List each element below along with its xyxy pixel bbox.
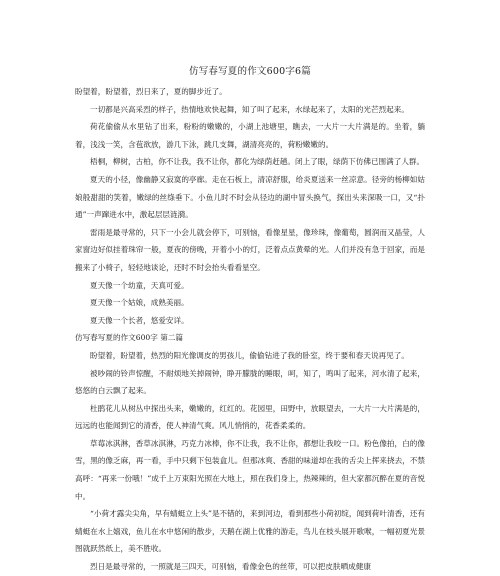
- paragraph: 一切都是兴高采烈的样子，热情地欢快起舞，知了叫了起来，水绿起来了，太阳的光芒烈起来。: [90, 104, 409, 114]
- paragraph: 夏天的小径，像幽静又寂寞的亭廊。走在石板上，清凉舒服，给炎夏送来一丝凉意。径旁的杨柳如姑娘般甜甜的笑着，嫩绿的丝绦垂下。小鱼儿时不时会从径边的湖中冒头换气，探出头来深吸一口，又“扑通”一声蹿进水中，激起层层涟漪。: [75, 174, 425, 220]
- paragraph: 烈日是最寻常的，一照就是三四天，可别恼，看像金色的丝带，可以把皮肤晒成健康: [90, 562, 371, 572]
- paragraph: 盼望着，盼望着，热烈的阳光像调皮的男孩儿，偷偷钻进了我的卧室，终于要和春天说再见了。: [90, 350, 409, 360]
- paragraph: 梧桐，柳树，古柏，你不让我，我不让你，都化为绿荫赶趟。闭上了眼，绿荫下仿佛已围满了人群。: [90, 157, 425, 167]
- paragraph: 夏天像一个长者，悠爱安详。: [90, 315, 189, 325]
- document-body: [75, 83, 425, 576]
- document-title: 仿写春写夏的作文600字6篇: [189, 66, 311, 77]
- paragraph: 荷花偷偷从水里钻了出来，粉粉的嫩嫩的，小湖上池塘里，瞧去，一大片一大片满是的。坐着，躺着，浅浅一笑，含苞欲放，游几下泳，跳几支舞，湖清亮亮的，荷粉嫩嫩的。: [75, 122, 425, 149]
- paragraph: 草莓冰淇淋，香草冰淇淋，巧克力冰棒，你不让我，我不让你，都想让我咬一口。粉色像拍，白的像雪，黑的像乏麻，再一看，手中只剩下包装盒儿。但那冰爽、香甜的味道却在我的舌尖上挥来挠去，不禁高呼：“再来一份哦！”成千上万束阳光照在大地上，照在我们身上，热辣辣的，但大家都沉醉在夏的音悦中。: [75, 438, 425, 501]
- paragraph: “小荷才露尖尖角，早有蜻蜓立上头”是不错的，来到河边，看到那些小荷初绽，闻到荷叶清香，还有蜻蜓在水上嬉戏，鱼儿在水中悠闲的散步，天鹅在湖上优雅的游走，鸟儿在枝头展开歌喉，一幅初夏光景图就跃然纸上，美不胜收。: [75, 509, 425, 554]
- section-heading: 仿写春写夏的作文600字 第二篇: [75, 333, 184, 343]
- paragraph: 夏天像一个姑娘，成熟美丽。: [90, 298, 189, 308]
- paragraph: 夏天像一个幼童，天真可爱。: [90, 280, 189, 290]
- paragraph: 雷雨是最寻常的，只下一小会儿就会停下，可别恼，看像星星，像珍珠，像葡萄，圆润而又晶莹，人家窗边好似挂着珠帘一般，夏夜的傍晚，开着小小的灯，泛着点点黄晕的光。人们并没有急于回家，而是搬来了小椅子，轻轻地谈论，还时不时会抬头看看星空。: [75, 227, 425, 272]
- paragraph: 盼望着，盼望着，烈日来了，夏的脚步近了。: [75, 87, 227, 96]
- paragraph: 杜鹃花儿从树丛中探出头来，嫩嫩的，红红的。花园里，田野中，放眼望去，一大片一大片满是的，远远的也能闻到它的清香，使人神清气爽。风儿悄悄的，花香柔柔的。: [75, 403, 425, 431]
- paragraph: 被吵闹的铃声惊醒，不耐烦地关掉闹钟，睁开朦胧的睡眼，呵，知了，鸣叫了起来，河水清了起来，悠悠的白云飘了起来。: [75, 368, 425, 396]
